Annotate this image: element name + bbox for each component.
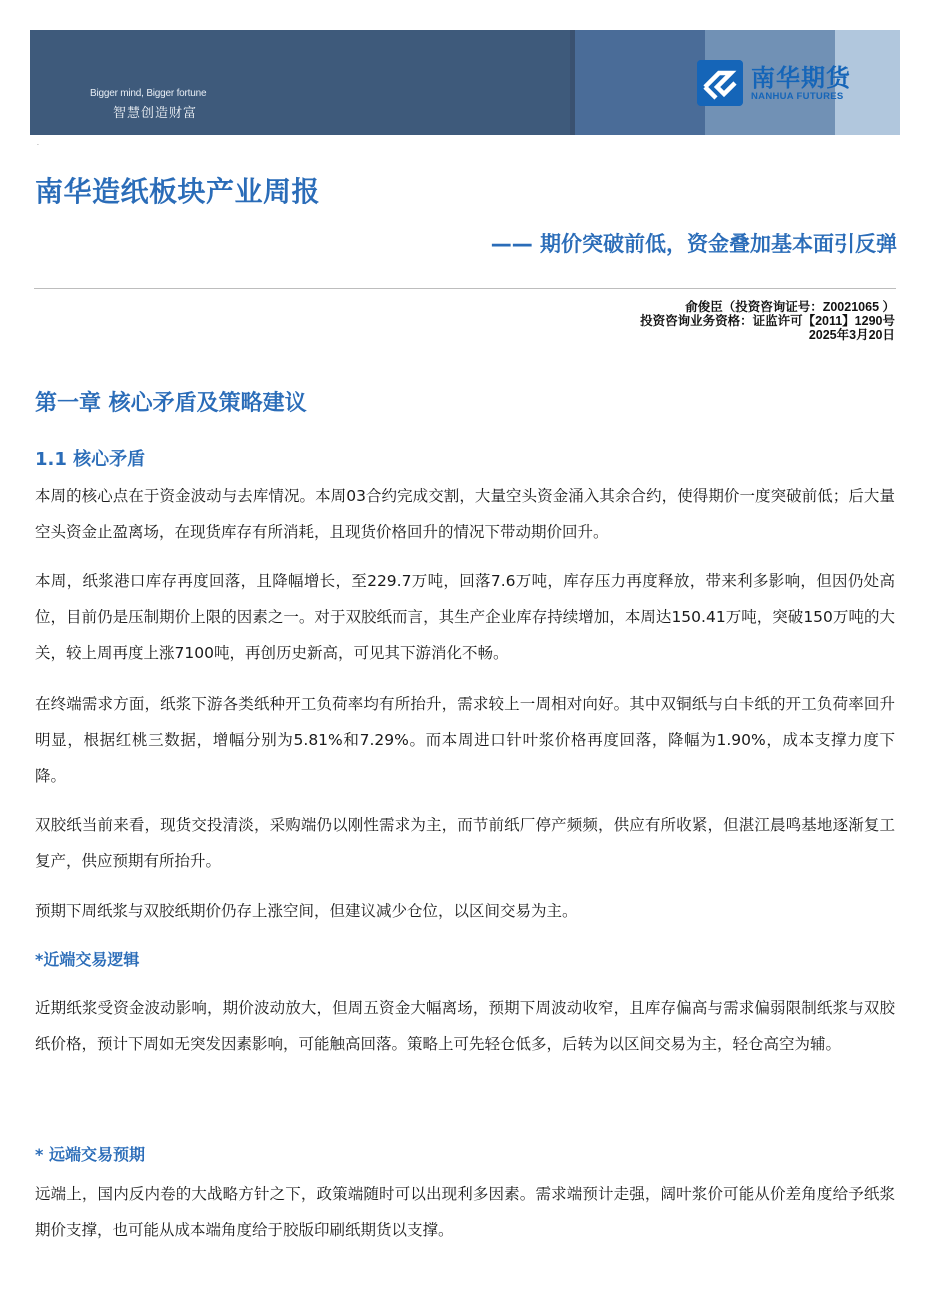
- slogan-english: Bigger mind, Bigger fortune: [90, 88, 207, 99]
- company-logo: [697, 60, 851, 106]
- section-heading: 1.1 核心矛盾: [35, 449, 146, 470]
- slogan-chinese: 智慧创造财富: [113, 106, 198, 121]
- logo-english-name: NANHUA FUTURES: [751, 90, 844, 102]
- paragraph-offset-paper: 双胶纸当前来看，现货交投清淡，采购端仍以刚性需求为主，而节前纸厂停产频频，供应有所收紧，但湛江晨鸣基地逐渐复工复产，供应预期有所抬升。: [35, 816, 895, 870]
- paragraph-demand: 在终端需求方面，纸浆下游各类纸种开工负荷率均有所抬升，需求较上一周相对向好。其中双铜纸与白卡纸的开工负荷率回升明显，根据红桃三数据，增幅分别为5.81%和7.29%。而本周进口针叶浆价格再度回落，降幅为1.90%，成本支撑力度下降。: [35, 695, 895, 785]
- long-term-paragraph: 远端上，国内反内卷的大战略方针之下，政策端随时可以出现利多因素。需求端预计走强，阔叶浆价可能从价差角度给予纸浆期价支撑，也可能从成本端角度给于胶版印刷纸期货以支撑。: [35, 1185, 895, 1239]
- report-title: 南华造纸板块产业周报: [35, 175, 321, 208]
- report-date: 2025年3月20日: [808, 328, 895, 342]
- banner-dark-segment: [30, 30, 570, 135]
- near-term-heading: *近端交易逻辑: [35, 950, 140, 969]
- near-term-paragraph: 近期纸浆受资金波动影响，期价波动放大，但周五资金大幅离场，预期下周波动收窄，且库存偏高与需求偏弱限制纸浆与双胶纸价格，预计下周如无突发因素影响，可能触高回落。策略上可先轻仓低多，后转为以区间交易为主，轻仓高空为辅。: [35, 999, 895, 1053]
- header-divider: [34, 288, 896, 289]
- nanhua-logo-icon: [697, 60, 743, 106]
- banner-mid-segment: [575, 30, 705, 135]
- author-line: 俞俊臣（投资咨询证号：Z0021065 ）: [685, 300, 895, 314]
- author-block: [640, 300, 895, 342]
- long-term-heading: * 远端交易预期: [35, 1145, 145, 1164]
- report-subtitle: —— 期价突破前低，资金叠加基本面引反弹: [490, 232, 897, 256]
- paragraph-core-point: 本周的核心点在于资金波动与去库情况。本周03合约完成交割，大量空头资金涌入其余合约，使得期价一度突破前低；后大量空头资金止盈离场，在现货库存有所消耗，且现货价格回升的情况下带动期价回升。: [35, 487, 895, 541]
- qualification-line: 投资咨询业务资格：证监许可【2011】1290号: [640, 314, 895, 328]
- paragraph-outlook: 预期下周纸浆与双胶纸期价仍存上涨空间，但建议减少仓位，以区间交易为主。: [35, 902, 578, 920]
- page-marker: ·: [37, 142, 39, 149]
- logo-chinese-name: 南华期货: [751, 63, 851, 92]
- chapter-heading: 第一章 核心矛盾及策略建议: [35, 391, 307, 416]
- paragraph-inventory: 本周，纸浆港口库存再度回落，且降幅增长，至229.7万吨，回落7.6万吨，库存压力再度释放，带来利多影响，但因仍处高位，目前仍是压制期价上限的因素之一。对于双胶纸而言，其生产企业库存持续增加，本周达150.41万吨，突破150万吨的大关，较上周再度上涨7100吨，再创历史新高，可见其下游消化不畅。: [35, 572, 895, 662]
